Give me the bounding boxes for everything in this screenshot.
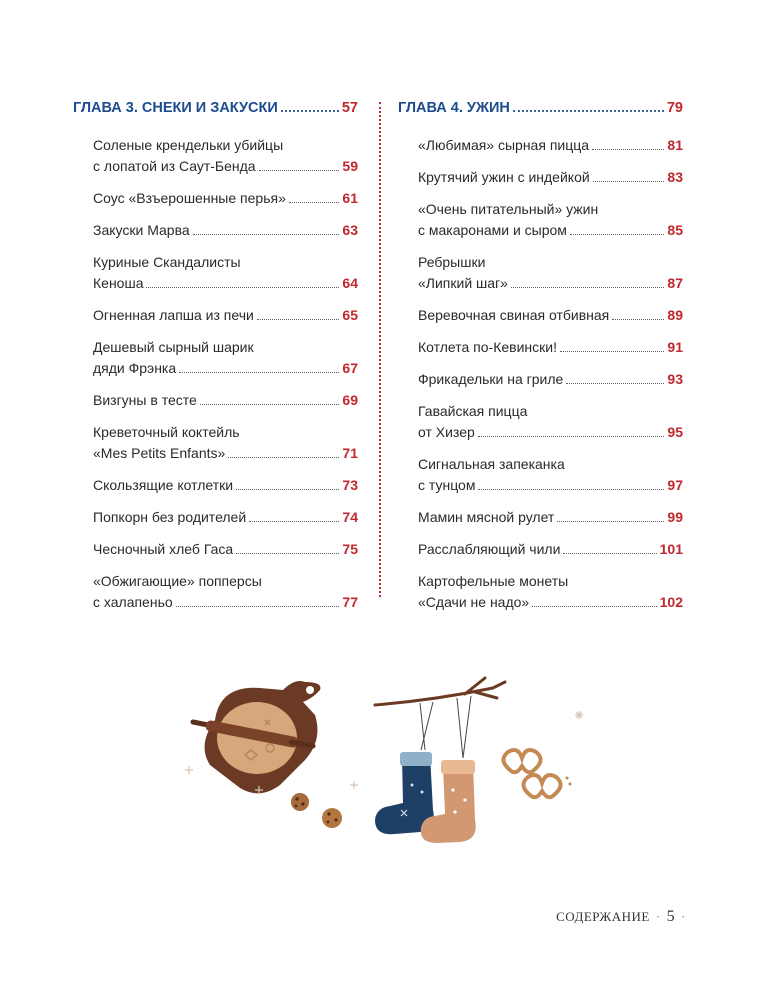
toc-entry[interactable] xyxy=(93,571,358,613)
separator-dot: · xyxy=(655,909,661,924)
toc-entry-list xyxy=(418,135,683,613)
holiday-illustration xyxy=(175,660,595,850)
entry-last-line xyxy=(93,390,358,411)
entry-page: 65 xyxy=(342,307,358,323)
dot-leader xyxy=(200,404,340,405)
dot-leader xyxy=(478,436,665,437)
entry-last-line xyxy=(93,539,358,560)
toc-entry[interactable] xyxy=(93,305,358,326)
toc-entry[interactable] xyxy=(93,188,358,209)
entry-last-line xyxy=(418,475,683,496)
entry-last-line xyxy=(418,135,683,156)
entry-title: Закуски Марва xyxy=(93,222,190,238)
entry-title-line: Куриные Скандалисты xyxy=(93,254,241,270)
toc-entry[interactable] xyxy=(418,539,683,560)
entry-page: 69 xyxy=(342,392,358,408)
entry-page: 99 xyxy=(667,509,683,525)
entry-title: Соус «Взъерошенные перья» xyxy=(93,190,286,206)
toc-entry[interactable] xyxy=(93,422,358,464)
toc-entry[interactable] xyxy=(93,507,358,528)
entry-title-line: Дешевый сырный шарик xyxy=(93,339,254,355)
entry-title: «Любимая» сырная пицца xyxy=(418,137,590,153)
entry-last-line xyxy=(418,422,683,443)
entry-title: от Хизер xyxy=(418,424,475,440)
entry-title-line: «Очень питательный» ужин xyxy=(418,201,599,217)
dot-leader xyxy=(560,351,664,352)
entry-last-line xyxy=(418,273,683,294)
entry-page: 67 xyxy=(342,360,358,376)
dot-leader xyxy=(146,287,339,288)
entry-page: 102 xyxy=(659,594,683,610)
toc-entry[interactable] xyxy=(418,401,683,443)
entry-last-line xyxy=(93,305,358,326)
dot-leader xyxy=(236,489,339,490)
entry-page: 87 xyxy=(667,275,683,291)
toc-entry[interactable] xyxy=(418,305,683,326)
dot-leader xyxy=(179,372,339,373)
entry-last-line xyxy=(93,220,358,241)
entry-title: с халапеньо xyxy=(93,594,173,610)
toc-entry[interactable] xyxy=(93,475,358,496)
entry-last-line xyxy=(418,539,683,560)
entry-last-line xyxy=(418,220,683,241)
entry-title: с тунцом xyxy=(418,477,476,493)
entry-page: 81 xyxy=(667,137,683,153)
dot-leader xyxy=(513,110,664,112)
toc-entry[interactable] xyxy=(418,571,683,613)
page-number: 5 xyxy=(666,908,676,925)
dot-leader xyxy=(557,521,664,522)
entry-page: 83 xyxy=(667,169,683,185)
entry-title-line: Гавайская пицца xyxy=(418,403,528,419)
entry-title: Огненная лапша из печи xyxy=(93,307,254,323)
toc-entry[interactable] xyxy=(418,199,683,241)
entry-title: Крутячий ужин с индейкой xyxy=(418,169,590,185)
dot-leader xyxy=(193,234,340,235)
toc-entry[interactable] xyxy=(93,135,358,177)
entry-title: дяди Фрэнка xyxy=(93,360,177,376)
dot-leader xyxy=(289,202,340,203)
toc-entry[interactable] xyxy=(418,507,683,528)
entry-last-line xyxy=(93,156,358,177)
entry-page: 61 xyxy=(342,190,358,206)
toc-entry[interactable] xyxy=(418,252,683,294)
entry-page: 71 xyxy=(342,445,358,461)
cookie-icon xyxy=(291,793,342,828)
entry-title: «Липкий шаг» xyxy=(418,275,508,291)
entry-title: Попкорн без родителей xyxy=(93,509,247,525)
entry-page: 77 xyxy=(342,594,358,610)
toc-entry[interactable] xyxy=(93,539,358,560)
section-name: СОДЕРЖАНИЕ xyxy=(556,909,650,924)
toc-entry[interactable] xyxy=(93,252,358,294)
entry-page: 75 xyxy=(342,541,358,557)
entry-last-line xyxy=(418,305,683,326)
entry-page: 85 xyxy=(667,222,683,238)
entry-page: 59 xyxy=(342,158,358,174)
entry-title: Скользящие котлетки xyxy=(93,477,234,493)
toc-column-left xyxy=(73,100,358,624)
dot-leader xyxy=(592,149,664,150)
dot-leader xyxy=(257,319,340,320)
entry-title-line: Креветочный коктейль xyxy=(93,424,240,440)
entry-title: Веревочная свиная отбивная xyxy=(418,307,610,323)
dot-leader xyxy=(176,606,340,607)
chapter-page: 79 xyxy=(666,100,683,116)
entry-last-line xyxy=(93,188,358,209)
toc-entry[interactable] xyxy=(93,337,358,379)
entry-last-line xyxy=(93,592,358,613)
entry-title: «Mes Petits Enfants» xyxy=(93,445,226,461)
dot-leader xyxy=(249,521,339,522)
separator-dot: · xyxy=(681,909,686,924)
dot-leader xyxy=(532,606,656,607)
entry-last-line xyxy=(418,337,683,358)
chapter-heading[interactable] xyxy=(73,100,358,128)
dot-leader xyxy=(563,553,656,554)
entry-page: 93 xyxy=(667,371,683,387)
entry-title: Фрикадельки на гриле xyxy=(418,371,564,387)
entry-page: 64 xyxy=(342,275,358,291)
toc-column-right xyxy=(398,100,683,624)
entry-title: Мамин мясной рулет xyxy=(418,509,555,525)
page-footer xyxy=(556,908,692,926)
toc-entry[interactable] xyxy=(418,167,683,188)
column-divider xyxy=(379,102,381,597)
entry-page: 89 xyxy=(667,307,683,323)
entry-title-line: Соленые крендельки убийцы xyxy=(93,137,284,153)
dot-leader xyxy=(228,457,339,458)
entry-last-line xyxy=(418,369,683,390)
entry-title: Чесночный хлеб Гаса xyxy=(93,541,234,557)
toc-entry[interactable] xyxy=(93,220,358,241)
dot-leader xyxy=(570,234,665,235)
dot-leader xyxy=(281,110,339,112)
entry-last-line xyxy=(93,443,358,464)
entry-title-line: «Обжигающие» попперсы xyxy=(93,573,262,589)
dot-leader xyxy=(478,489,664,490)
entry-page: 101 xyxy=(659,541,683,557)
entry-title-line: Ребрышки xyxy=(418,254,486,270)
entry-last-line xyxy=(418,592,683,613)
chapter-page: 57 xyxy=(341,100,358,116)
entry-last-line xyxy=(93,273,358,294)
entry-page: 74 xyxy=(342,509,358,525)
dot-leader xyxy=(259,170,340,171)
toc-entry[interactable] xyxy=(418,337,683,358)
entry-title: «Сдачи не надо» xyxy=(418,594,530,610)
entry-last-line xyxy=(93,507,358,528)
entry-last-line xyxy=(418,167,683,188)
chapter-heading[interactable] xyxy=(398,100,683,128)
dot-leader xyxy=(566,383,664,384)
entry-title-line: Сигнальная запеканка xyxy=(418,456,565,472)
entry-title: с макаронами и сыром xyxy=(418,222,567,238)
chapter-title: ГЛАВА 4. УЖИН xyxy=(398,100,510,116)
entry-last-line xyxy=(418,507,683,528)
toc-entry[interactable] xyxy=(93,390,358,411)
dot-leader xyxy=(593,181,665,182)
entry-title: Расслабляющий чили xyxy=(418,541,561,557)
dot-leader xyxy=(236,553,339,554)
entry-title: с лопатой из Саут-Бенда xyxy=(93,158,256,174)
dot-leader xyxy=(612,319,664,320)
pretzel-icon xyxy=(503,750,571,797)
entry-page: 91 xyxy=(667,339,683,355)
toc-entry-list xyxy=(93,135,358,613)
entry-title-line: Картофельные монеты xyxy=(418,573,569,589)
dot-leader xyxy=(511,287,664,288)
entry-page: 63 xyxy=(342,222,358,238)
entry-title: Кеноша xyxy=(93,275,144,291)
entry-last-line xyxy=(93,358,358,379)
toc-entry[interactable] xyxy=(418,369,683,390)
entry-page: 73 xyxy=(342,477,358,493)
entry-page: 95 xyxy=(667,424,683,440)
toc-entry[interactable] xyxy=(418,135,683,156)
chapter-title: ГЛАВА 3. СНЕКИ И ЗАКУСКИ xyxy=(73,100,278,116)
entry-title: Визгуны в тесте xyxy=(93,392,197,408)
entry-page: 97 xyxy=(667,477,683,493)
entry-title: Котлета по-Кевински! xyxy=(418,339,557,355)
entry-last-line xyxy=(93,475,358,496)
toc-entry[interactable] xyxy=(418,454,683,496)
